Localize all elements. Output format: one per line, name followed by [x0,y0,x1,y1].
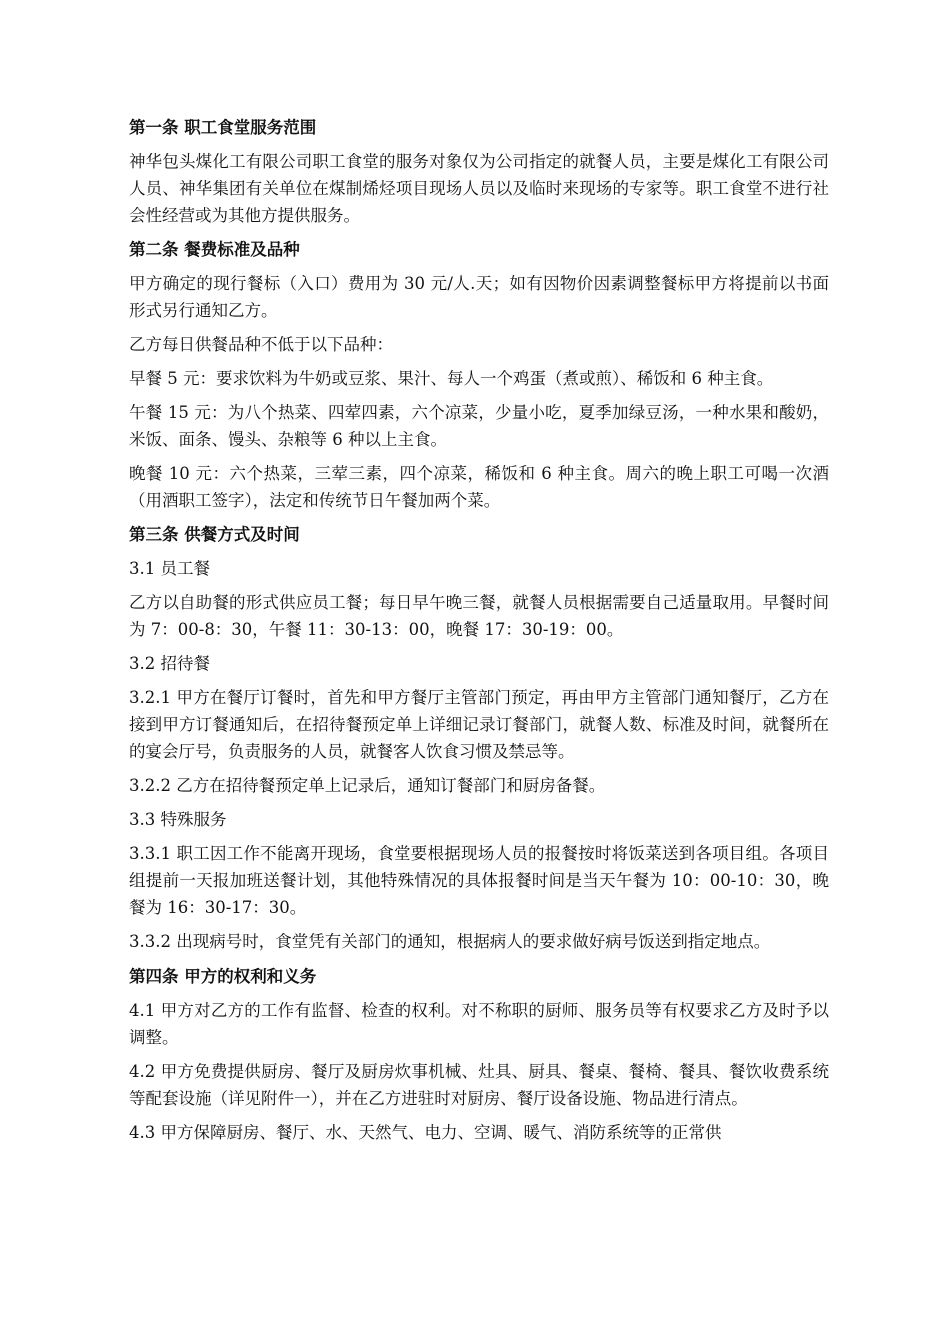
section-heading: 第一条 职工食堂服务范围 [129,118,317,137]
paragraph: 午餐 15 元：为八个热菜、四荤四素，六个凉菜，少量小吃，夏季加绿豆汤，一种水果和酸奶，米饭、面条、馒头、杂粮等 6 种以上主食。 [129,403,829,449]
paragraph: 乙方每日供餐品种不低于以下品种： [129,335,393,354]
paragraph: 3.2.2 乙方在招待餐预定单上记录后，通知订餐部门和厨房备餐。 [129,776,606,795]
section-2 [129,236,829,514]
paragraph: 早餐 5 元：要求饮料为牛奶或豆浆、果汁、每人一个鸡蛋（煮或煎）、稀饭和 6 种主食。 [129,369,774,388]
paragraph: 甲方确定的现行餐标（入口）费用为 30 元/人.天；如有因物价因素调整餐标甲方将提前以书面形式另行通知乙方。 [129,274,829,320]
subsection-title: 3.1 员工餐 [129,559,210,578]
section-1 [129,114,829,229]
section-3 [129,521,829,955]
paragraph: 3.2.1 甲方在餐厅订餐时，首先和甲方餐厅主管部门预定，再由甲方主管部门通知餐厅，乙方在接到甲方订餐通知后，在招待餐预定单上详细记录订餐部门，就餐人数、标准及时间，就餐所在的宴会厅号，负责服务的人员，就餐客人饮食习惯及禁忌等。 [129,688,829,761]
paragraph: 4.3 甲方保障厨房、餐厅、水、天然气、电力、空调、暖气、消防系统等的正常供 [129,1123,722,1142]
paragraph: 3.3.2 出现病号时，食堂凭有关部门的通知，根据病人的要求做好病号饭送到指定地点。 [129,932,771,951]
subsection-title: 3.3 特殊服务 [129,810,227,829]
paragraph: 神华包头煤化工有限公司职工食堂的服务对象仅为公司指定的就餐人员，主要是煤化工有限公司人员、神华集团有关单位在煤制烯烃项目现场人员以及临时来现场的专家等。职工食堂不进行社会性经营或为其他方提供服务。 [129,152,829,225]
document-body [129,114,829,1153]
section-heading: 第二条 餐费标准及品种 [129,240,300,259]
section-heading: 第四条 甲方的权利和义务 [129,967,317,986]
paragraph: 3.3.1 职工因工作不能离开现场，食堂要根据现场人员的报餐按时将饭菜送到各项目组。各项目组提前一天报加班送餐计划，其他特殊情况的具体报餐时间是当天午餐为 10：00-10：30，晚餐为 16：30-17：30。 [129,844,829,917]
paragraph: 4.1 甲方对乙方的工作有监督、检查的权利。对不称职的厨师、服务员等有权要求乙方及时予以调整。 [129,1001,829,1047]
section-heading: 第三条 供餐方式及时间 [129,525,300,544]
section-4 [129,963,829,1146]
paragraph: 乙方以自助餐的形式供应员工餐；每日早午晚三餐，就餐人员根据需要自己适量取用。早餐时间为 7：00-8：30，午餐 11：30-13：00，晚餐 17：30-19：00。 [129,593,829,639]
paragraph: 晚餐 10 元：六个热菜，三荤三素，四个凉菜，稀饭和 6 种主食。周六的晚上职工可喝一次酒（用酒职工签字），法定和传统节日午餐加两个菜。 [129,464,829,510]
subsection-title: 3.2 招待餐 [129,654,210,673]
paragraph: 4.2 甲方免费提供厨房、餐厅及厨房炊事机械、灶具、厨具、餐桌、餐椅、餐具、餐饮收费系统等配套设施（详见附件一），并在乙方进驻时对厨房、餐厅设备设施、物品进行清点。 [129,1062,829,1108]
